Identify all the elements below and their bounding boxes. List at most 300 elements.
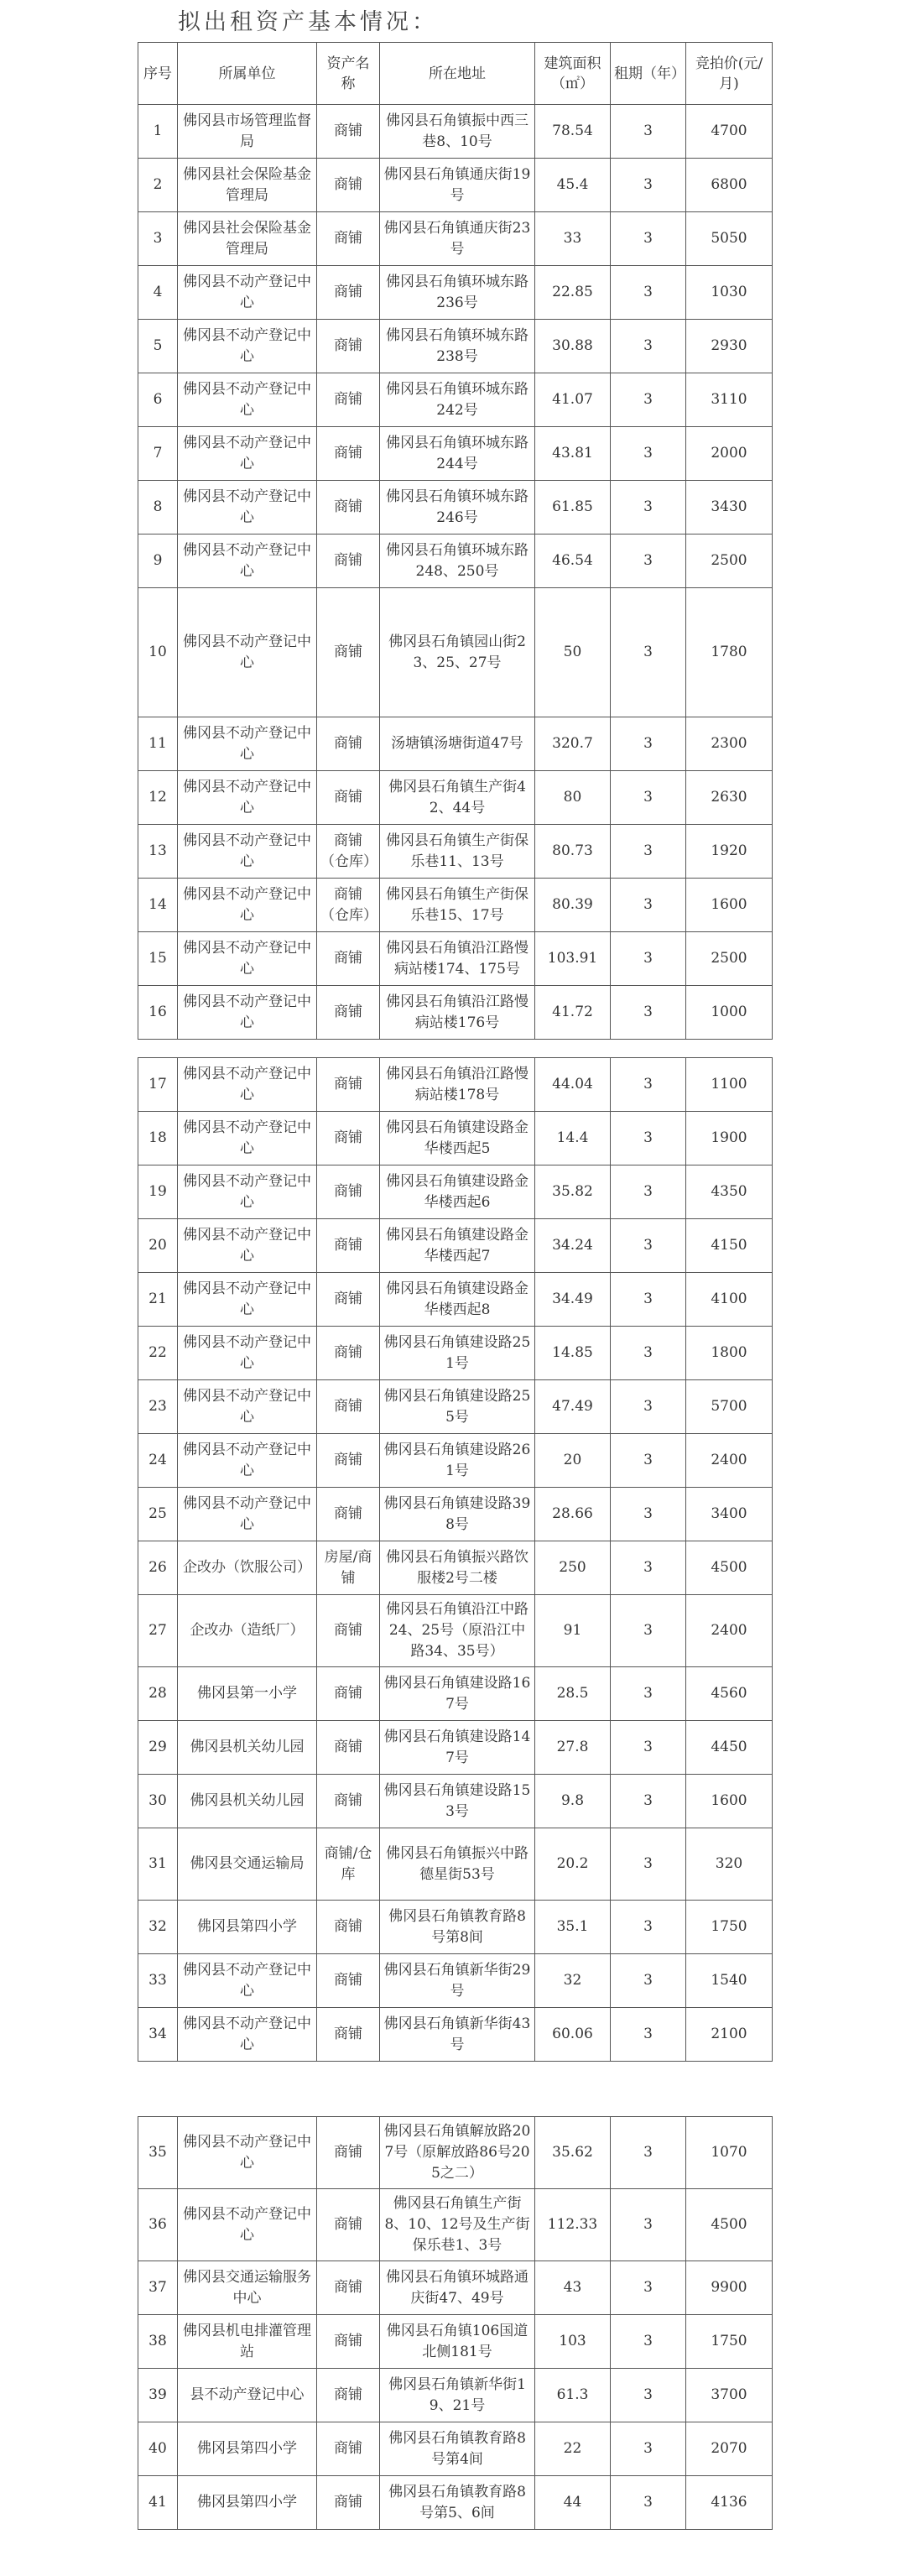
cell-asset: 商铺 xyxy=(317,1488,380,1541)
table-row xyxy=(138,717,773,771)
cell-area: 14.85 xyxy=(535,1327,611,1380)
cell-asset: 商铺 xyxy=(317,266,380,320)
cell-asset: 商铺 xyxy=(317,481,380,534)
cell-term: 3 xyxy=(611,373,686,427)
cell-asset: 商铺 xyxy=(317,588,380,717)
asset-table xyxy=(138,42,773,1040)
table-row xyxy=(138,2369,773,2422)
table-row xyxy=(138,771,773,825)
cell-unit: 佛冈县交通运输局 xyxy=(178,1828,317,1901)
cell-asset: 商铺 xyxy=(317,1112,380,1165)
cell-area: 20 xyxy=(535,1434,611,1488)
cell-no: 27 xyxy=(138,1595,178,1667)
cell-term: 3 xyxy=(611,588,686,717)
table-row xyxy=(138,2189,773,2261)
cell-area: 60.06 xyxy=(535,2008,611,2062)
cell-area: 91 xyxy=(535,1595,611,1667)
cell-unit: 佛冈县不动产登记中心 xyxy=(178,481,317,534)
table-row xyxy=(138,373,773,427)
cell-address: 佛冈县石角镇建设路金华楼西起8 xyxy=(380,1273,535,1327)
cell-no: 9 xyxy=(138,534,178,588)
cell-no: 25 xyxy=(138,1488,178,1541)
cell-area: 34.49 xyxy=(535,1273,611,1327)
cell-term: 3 xyxy=(611,2189,686,2261)
header-address: 所在地址 xyxy=(380,43,535,105)
cell-asset: 商铺 xyxy=(317,105,380,159)
cell-area: 45.4 xyxy=(535,159,611,212)
cell-unit: 佛冈县不动产登记中心 xyxy=(178,2117,317,2189)
cell-asset: 商铺 xyxy=(317,534,380,588)
table-row xyxy=(138,266,773,320)
cell-asset: 商铺 xyxy=(317,1380,380,1434)
cell-area: 34.24 xyxy=(535,1219,611,1273)
cell-asset: 商铺 xyxy=(317,1434,380,1488)
header-price: 竞拍价(元/月) xyxy=(686,43,773,105)
cell-price: 2070 xyxy=(686,2422,773,2476)
cell-unit: 佛冈县不动产登记中心 xyxy=(178,320,317,373)
cell-price: 1900 xyxy=(686,1112,773,1165)
page-title: 拟出租资产基本情况： xyxy=(178,9,438,35)
cell-no: 20 xyxy=(138,1219,178,1273)
cell-no: 2 xyxy=(138,159,178,212)
table-row xyxy=(138,481,773,534)
cell-area: 22.85 xyxy=(535,266,611,320)
cell-price: 5700 xyxy=(686,1380,773,1434)
cell-unit: 佛冈县不动产登记中心 xyxy=(178,986,317,1040)
cell-no: 15 xyxy=(138,932,178,986)
cell-price: 320 xyxy=(686,1828,773,1901)
cell-address: 佛冈县石角镇环城东路248、250号 xyxy=(380,534,535,588)
cell-unit: 佛冈县不动产登记中心 xyxy=(178,266,317,320)
cell-price: 4136 xyxy=(686,2476,773,2530)
table-row xyxy=(138,2261,773,2315)
cell-address: 佛冈县石角镇园山街23、25、27号 xyxy=(380,588,535,717)
cell-term: 3 xyxy=(611,1901,686,1954)
cell-term: 3 xyxy=(611,1721,686,1775)
cell-no: 36 xyxy=(138,2189,178,2261)
table-row xyxy=(138,2476,773,2530)
cell-term: 3 xyxy=(611,534,686,588)
header-unit: 所属单位 xyxy=(178,43,317,105)
cell-no: 32 xyxy=(138,1901,178,1954)
cell-area: 9.8 xyxy=(535,1775,611,1828)
cell-area: 41.07 xyxy=(535,373,611,427)
cell-term: 3 xyxy=(611,986,686,1040)
cell-no: 22 xyxy=(138,1327,178,1380)
cell-term: 3 xyxy=(611,2008,686,2062)
cell-address: 佛冈县石角镇环城东路244号 xyxy=(380,427,535,481)
cell-address: 佛冈县石角镇建设路153号 xyxy=(380,1775,535,1828)
cell-area: 46.54 xyxy=(535,534,611,588)
table-row xyxy=(138,534,773,588)
cell-area: 47.49 xyxy=(535,1380,611,1434)
cell-price: 4700 xyxy=(686,105,773,159)
cell-address: 佛冈县石角镇生产街保乐巷11、13号 xyxy=(380,825,535,879)
cell-price: 3430 xyxy=(686,481,773,534)
table-row xyxy=(138,212,773,266)
cell-no: 28 xyxy=(138,1667,178,1721)
cell-price: 2100 xyxy=(686,2008,773,2062)
cell-no: 19 xyxy=(138,1165,178,1219)
cell-address: 佛冈县石角镇新华街29号 xyxy=(380,1954,535,2008)
cell-address: 佛冈县石角镇建设路金华楼西起7 xyxy=(380,1219,535,1273)
cell-area: 78.54 xyxy=(535,105,611,159)
cell-unit: 佛冈县不动产登记中心 xyxy=(178,2189,317,2261)
cell-price: 4450 xyxy=(686,1721,773,1775)
cell-area: 35.82 xyxy=(535,1165,611,1219)
cell-term: 3 xyxy=(611,2261,686,2315)
table-row xyxy=(138,1273,773,1327)
table-header-row xyxy=(138,43,773,105)
cell-term: 3 xyxy=(611,1058,686,1112)
table-row xyxy=(138,1954,773,2008)
cell-area: 28.66 xyxy=(535,1488,611,1541)
cell-asset: 商铺 xyxy=(317,320,380,373)
cell-no: 37 xyxy=(138,2261,178,2315)
cell-asset: 商铺 xyxy=(317,1058,380,1112)
cell-asset: 商铺 xyxy=(317,1775,380,1828)
cell-unit: 佛冈县不动产登记中心 xyxy=(178,1165,317,1219)
cell-area: 33 xyxy=(535,212,611,266)
cell-price: 1070 xyxy=(686,2117,773,2189)
table-row xyxy=(138,2008,773,2062)
cell-term: 3 xyxy=(611,1273,686,1327)
table-row xyxy=(138,1901,773,1954)
cell-price: 1030 xyxy=(686,266,773,320)
cell-no: 29 xyxy=(138,1721,178,1775)
cell-no: 13 xyxy=(138,825,178,879)
cell-price: 6800 xyxy=(686,159,773,212)
cell-no: 30 xyxy=(138,1775,178,1828)
cell-term: 3 xyxy=(611,879,686,932)
cell-price: 1800 xyxy=(686,1327,773,1380)
header-no: 序号 xyxy=(138,43,178,105)
cell-area: 41.72 xyxy=(535,986,611,1040)
table-row xyxy=(138,1595,773,1667)
cell-asset: 商铺/仓库 xyxy=(317,1828,380,1901)
cell-unit: 佛冈县社会保险基金管理局 xyxy=(178,159,317,212)
cell-address: 佛冈县石角镇沿江路慢病站楼176号 xyxy=(380,986,535,1040)
cell-address: 佛冈县石角镇沿江路慢病站楼174、175号 xyxy=(380,932,535,986)
cell-address: 佛冈县石角镇生产街42、44号 xyxy=(380,771,535,825)
cell-price: 4100 xyxy=(686,1273,773,1327)
cell-unit: 佛冈县不动产登记中心 xyxy=(178,373,317,427)
header-term: 租期（年） xyxy=(611,43,686,105)
cell-unit: 佛冈县第四小学 xyxy=(178,2476,317,2530)
cell-price: 2930 xyxy=(686,320,773,373)
cell-asset: 商铺 xyxy=(317,717,380,771)
cell-asset: 商铺 xyxy=(317,2008,380,2062)
cell-price: 1920 xyxy=(686,825,773,879)
table-row xyxy=(138,2422,773,2476)
cell-unit: 佛冈县不动产登记中心 xyxy=(178,1273,317,1327)
cell-asset: 商铺 xyxy=(317,427,380,481)
cell-price: 4350 xyxy=(686,1165,773,1219)
cell-term: 3 xyxy=(611,481,686,534)
cell-term: 3 xyxy=(611,320,686,373)
cell-address: 佛冈县石角镇建设路金华楼西起5 xyxy=(380,1112,535,1165)
cell-address: 佛冈县石角镇新华街43号 xyxy=(380,2008,535,2062)
cell-area: 44.04 xyxy=(535,1058,611,1112)
cell-area: 20.2 xyxy=(535,1828,611,1901)
cell-no: 34 xyxy=(138,2008,178,2062)
cell-asset: 商铺 xyxy=(317,159,380,212)
table-row xyxy=(138,1828,773,1901)
cell-no: 3 xyxy=(138,212,178,266)
cell-no: 17 xyxy=(138,1058,178,1112)
cell-price: 1750 xyxy=(686,1901,773,1954)
cell-unit: 佛冈县不动产登记中心 xyxy=(178,1488,317,1541)
cell-asset: 商铺 xyxy=(317,2315,380,2369)
cell-term: 3 xyxy=(611,2117,686,2189)
cell-no: 7 xyxy=(138,427,178,481)
cell-address: 佛冈县石角镇环城路通庆街47、49号 xyxy=(380,2261,535,2315)
cell-term: 3 xyxy=(611,1219,686,1273)
cell-area: 35.1 xyxy=(535,1901,611,1954)
cell-unit: 佛冈县第四小学 xyxy=(178,1901,317,1954)
cell-address: 佛冈县石角镇振兴路饮服楼2号二楼 xyxy=(380,1541,535,1595)
cell-unit: 佛冈县不动产登记中心 xyxy=(178,534,317,588)
cell-asset: 商铺（仓库） xyxy=(317,825,380,879)
cell-term: 3 xyxy=(611,1112,686,1165)
cell-asset: 商铺 xyxy=(317,1165,380,1219)
cell-area: 35.62 xyxy=(535,2117,611,2189)
cell-no: 6 xyxy=(138,373,178,427)
cell-price: 2400 xyxy=(686,1595,773,1667)
cell-term: 3 xyxy=(611,212,686,266)
cell-price: 2500 xyxy=(686,534,773,588)
table-row xyxy=(138,320,773,373)
cell-no: 26 xyxy=(138,1541,178,1595)
cell-address: 佛冈县石角镇新华街19、21号 xyxy=(380,2369,535,2422)
cell-no: 4 xyxy=(138,266,178,320)
cell-price: 1600 xyxy=(686,879,773,932)
cell-asset: 商铺 xyxy=(317,2422,380,2476)
cell-address: 佛冈县石角镇振兴中路德星街53号 xyxy=(380,1828,535,1901)
cell-no: 24 xyxy=(138,1434,178,1488)
cell-asset: 商铺 xyxy=(317,932,380,986)
cell-address: 佛冈县石角镇环城东路246号 xyxy=(380,481,535,534)
table-row xyxy=(138,427,773,481)
cell-asset: 商铺 xyxy=(317,1273,380,1327)
cell-address: 佛冈县石角镇环城东路236号 xyxy=(380,266,535,320)
cell-area: 30.88 xyxy=(535,320,611,373)
cell-unit: 佛冈县市场管理监督局 xyxy=(178,105,317,159)
cell-price: 4150 xyxy=(686,1219,773,1273)
cell-unit: 佛冈县机电排灌管理站 xyxy=(178,2315,317,2369)
cell-asset: 商铺 xyxy=(317,212,380,266)
cell-term: 3 xyxy=(611,1380,686,1434)
cell-address: 佛冈县石角镇建设路398号 xyxy=(380,1488,535,1541)
cell-no: 31 xyxy=(138,1828,178,1901)
cell-address: 佛冈县石角镇建设路255号 xyxy=(380,1380,535,1434)
cell-unit: 佛冈县机关幼儿园 xyxy=(178,1721,317,1775)
cell-address: 佛冈县石角镇环城东路238号 xyxy=(380,320,535,373)
cell-address: 佛冈县石角镇建设路金华楼西起6 xyxy=(380,1165,535,1219)
cell-unit: 佛冈县不动产登记中心 xyxy=(178,1058,317,1112)
asset-table-continued xyxy=(138,1057,773,2062)
cell-no: 18 xyxy=(138,1112,178,1165)
cell-term: 3 xyxy=(611,159,686,212)
cell-area: 27.8 xyxy=(535,1721,611,1775)
cell-no: 33 xyxy=(138,1954,178,2008)
cell-no: 5 xyxy=(138,320,178,373)
cell-term: 3 xyxy=(611,825,686,879)
cell-area: 28.5 xyxy=(535,1667,611,1721)
cell-area: 50 xyxy=(535,588,611,717)
cell-address: 佛冈县石角镇沿江中路24、25号（原沿江中路34、35号） xyxy=(380,1595,535,1667)
cell-asset: 商铺 xyxy=(317,1219,380,1273)
cell-area: 103 xyxy=(535,2315,611,2369)
cell-asset: 商铺 xyxy=(317,986,380,1040)
cell-asset: 商铺 xyxy=(317,1721,380,1775)
cell-area: 80.39 xyxy=(535,879,611,932)
cell-unit: 佛冈县不动产登记中心 xyxy=(178,717,317,771)
cell-address: 佛冈县石角镇建设路167号 xyxy=(380,1667,535,1721)
cell-address: 佛冈县石角镇建设路251号 xyxy=(380,1327,535,1380)
cell-address: 佛冈县石角镇教育路8号第4间 xyxy=(380,2422,535,2476)
cell-term: 3 xyxy=(611,1327,686,1380)
cell-unit: 佛冈县社会保险基金管理局 xyxy=(178,212,317,266)
cell-price: 3700 xyxy=(686,2369,773,2422)
cell-asset: 商铺 xyxy=(317,1595,380,1667)
cell-no: 41 xyxy=(138,2476,178,2530)
cell-no: 21 xyxy=(138,1273,178,1327)
table-row xyxy=(138,159,773,212)
cell-price: 1780 xyxy=(686,588,773,717)
cell-price: 1540 xyxy=(686,1954,773,2008)
cell-address: 佛冈县石角镇生产街保乐巷15、17号 xyxy=(380,879,535,932)
cell-asset: 商铺 xyxy=(317,373,380,427)
cell-asset: 商铺 xyxy=(317,1901,380,1954)
cell-asset: 商铺 xyxy=(317,2261,380,2315)
cell-address: 佛冈县石角镇建设路261号 xyxy=(380,1434,535,1488)
cell-address: 佛冈县石角镇教育路8号第5、6间 xyxy=(380,2476,535,2530)
cell-price: 2400 xyxy=(686,1434,773,1488)
cell-term: 3 xyxy=(611,1667,686,1721)
cell-term: 3 xyxy=(611,771,686,825)
table-row xyxy=(138,2315,773,2369)
cell-area: 22 xyxy=(535,2422,611,2476)
cell-price: 1100 xyxy=(686,1058,773,1112)
cell-price: 4500 xyxy=(686,1541,773,1595)
cell-address: 佛冈县石角镇通庆街19号 xyxy=(380,159,535,212)
table-row xyxy=(138,1721,773,1775)
cell-area: 43.81 xyxy=(535,427,611,481)
cell-term: 3 xyxy=(611,266,686,320)
cell-unit: 县不动产登记中心 xyxy=(178,2369,317,2422)
cell-no: 11 xyxy=(138,717,178,771)
cell-price: 3110 xyxy=(686,373,773,427)
cell-asset: 商铺 xyxy=(317,1667,380,1721)
cell-term: 3 xyxy=(611,1828,686,1901)
table-row xyxy=(138,1434,773,1488)
cell-no: 35 xyxy=(138,2117,178,2189)
cell-term: 3 xyxy=(611,427,686,481)
cell-term: 3 xyxy=(611,2476,686,2530)
cell-asset: 商铺（仓库） xyxy=(317,879,380,932)
cell-unit: 佛冈县不动产登记中心 xyxy=(178,825,317,879)
cell-price: 4500 xyxy=(686,2189,773,2261)
table-row xyxy=(138,1219,773,1273)
cell-area: 103.91 xyxy=(535,932,611,986)
cell-asset: 商铺 xyxy=(317,2189,380,2261)
cell-area: 80 xyxy=(535,771,611,825)
table-row xyxy=(138,879,773,932)
cell-unit: 佛冈县第一小学 xyxy=(178,1667,317,1721)
cell-address: 佛冈县石角镇建设路147号 xyxy=(380,1721,535,1775)
cell-asset: 商铺 xyxy=(317,2117,380,2189)
cell-unit: 佛冈县不动产登记中心 xyxy=(178,771,317,825)
cell-no: 39 xyxy=(138,2369,178,2422)
cell-unit: 佛冈县机关幼儿园 xyxy=(178,1775,317,1828)
cell-term: 3 xyxy=(611,105,686,159)
table-row xyxy=(138,986,773,1040)
cell-area: 80.73 xyxy=(535,825,611,879)
cell-unit: 佛冈县不动产登记中心 xyxy=(178,588,317,717)
cell-unit: 佛冈县不动产登记中心 xyxy=(178,1434,317,1488)
cell-price: 4560 xyxy=(686,1667,773,1721)
cell-area: 61.85 xyxy=(535,481,611,534)
table-row xyxy=(138,2117,773,2189)
cell-price: 1000 xyxy=(686,986,773,1040)
cell-no: 1 xyxy=(138,105,178,159)
cell-unit: 佛冈县不动产登记中心 xyxy=(178,1219,317,1273)
cell-term: 3 xyxy=(611,1595,686,1667)
cell-unit: 佛冈县不动产登记中心 xyxy=(178,1954,317,2008)
table-row xyxy=(138,1667,773,1721)
cell-address: 佛冈县石角镇106国道北侧181号 xyxy=(380,2315,535,2369)
cell-unit: 佛冈县不动产登记中心 xyxy=(178,879,317,932)
cell-no: 23 xyxy=(138,1380,178,1434)
cell-no: 40 xyxy=(138,2422,178,2476)
cell-no: 38 xyxy=(138,2315,178,2369)
cell-term: 3 xyxy=(611,2369,686,2422)
cell-price: 1750 xyxy=(686,2315,773,2369)
cell-term: 3 xyxy=(611,932,686,986)
cell-term: 3 xyxy=(611,717,686,771)
table-row xyxy=(138,1488,773,1541)
table-row xyxy=(138,1058,773,1112)
cell-term: 3 xyxy=(611,2315,686,2369)
cell-price: 3400 xyxy=(686,1488,773,1541)
table-row xyxy=(138,105,773,159)
cell-term: 3 xyxy=(611,1434,686,1488)
cell-address: 佛冈县石角镇生产街8、10、12号及生产街保乐巷1、3号 xyxy=(380,2189,535,2261)
table-row xyxy=(138,588,773,717)
cell-asset: 商铺 xyxy=(317,1327,380,1380)
asset-table-continued-2 xyxy=(138,2116,773,2530)
cell-asset: 商铺 xyxy=(317,771,380,825)
cell-area: 43 xyxy=(535,2261,611,2315)
cell-asset: 商铺 xyxy=(317,2476,380,2530)
cell-area: 32 xyxy=(535,1954,611,2008)
cell-price: 1600 xyxy=(686,1775,773,1828)
cell-unit: 佛冈县不动产登记中心 xyxy=(178,1327,317,1380)
cell-no: 8 xyxy=(138,481,178,534)
cell-address: 佛冈县石角镇通庆街23号 xyxy=(380,212,535,266)
cell-area: 320.7 xyxy=(535,717,611,771)
table-row xyxy=(138,1775,773,1828)
cell-no: 14 xyxy=(138,879,178,932)
cell-unit: 佛冈县不动产登记中心 xyxy=(178,427,317,481)
cell-no: 12 xyxy=(138,771,178,825)
cell-price: 2300 xyxy=(686,717,773,771)
cell-asset: 商铺 xyxy=(317,2369,380,2422)
cell-term: 3 xyxy=(611,1954,686,2008)
cell-unit: 佛冈县不动产登记中心 xyxy=(178,1112,317,1165)
cell-unit: 企改办（造纸厂） xyxy=(178,1595,317,1667)
